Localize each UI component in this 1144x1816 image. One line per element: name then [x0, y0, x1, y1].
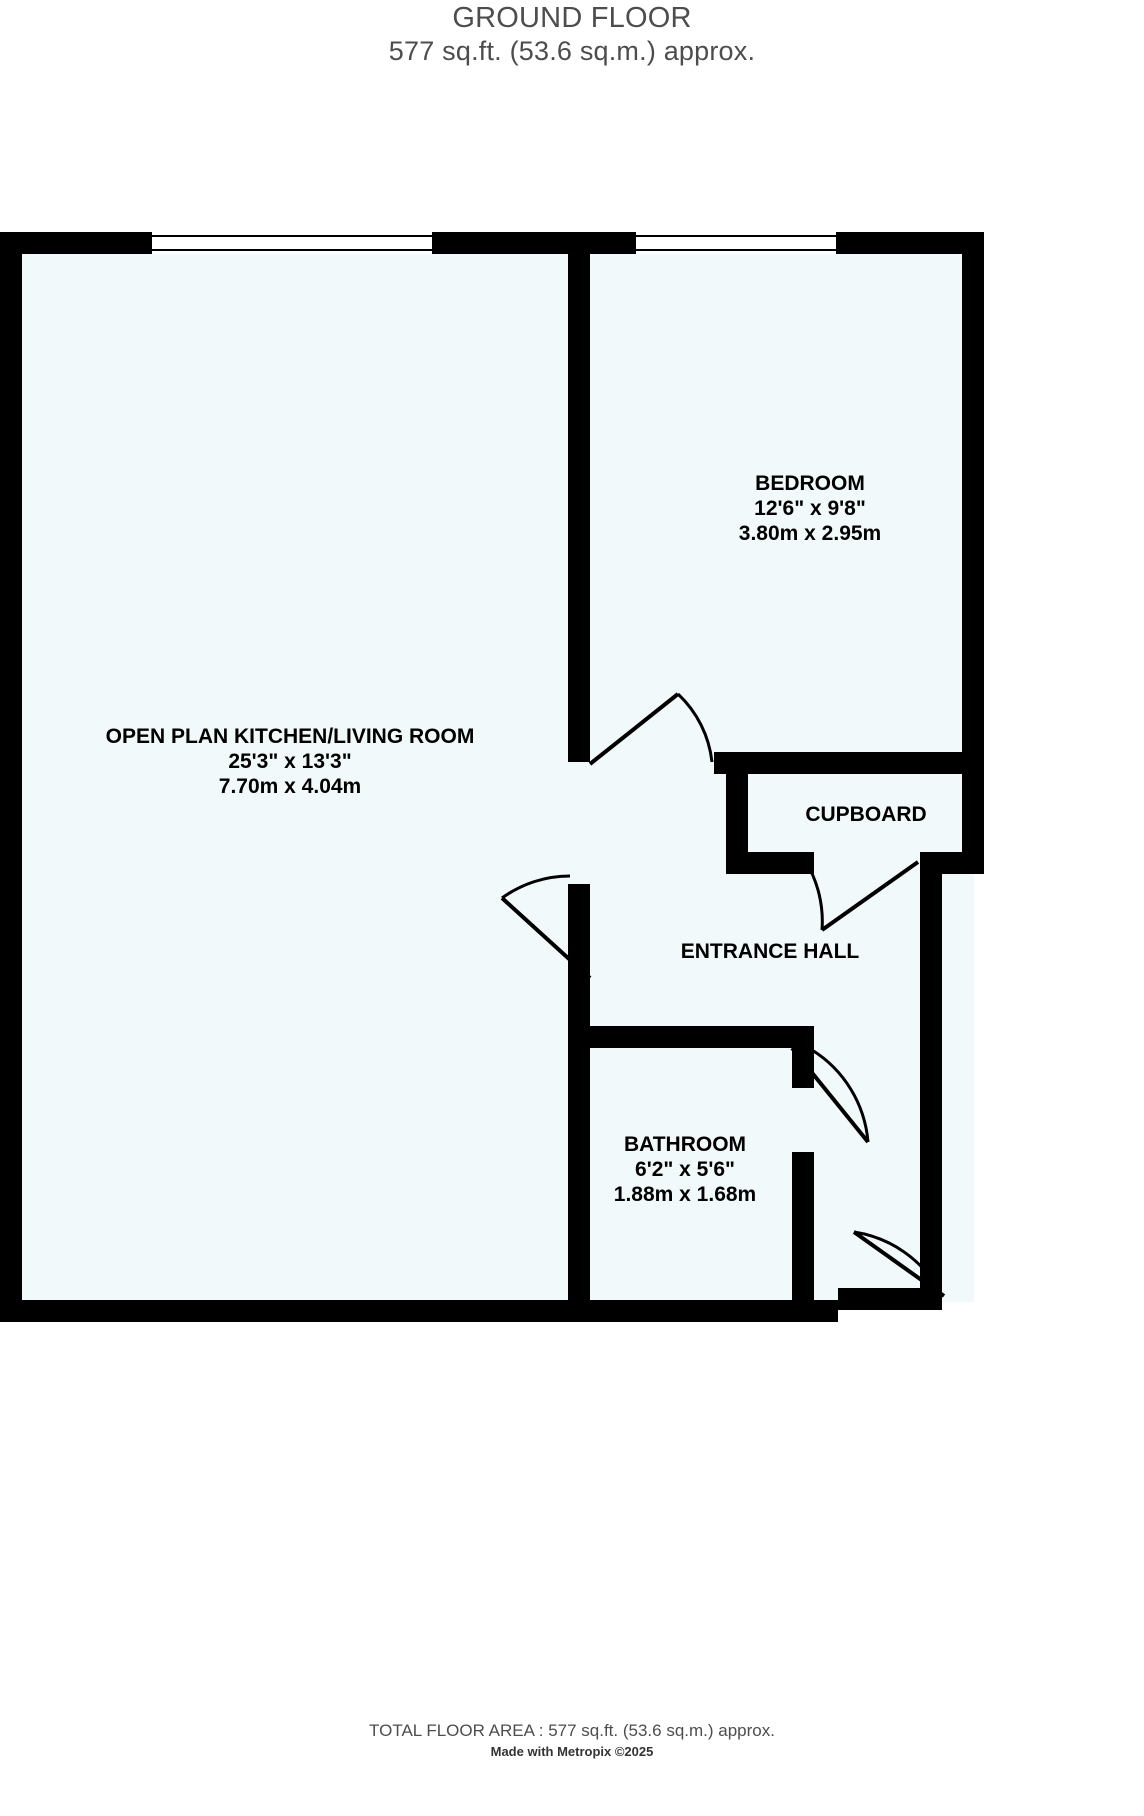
wall-nub-hall-living — [568, 884, 590, 980]
room-name: ENTRANCE HALL — [680, 940, 860, 963]
total-floor-area: TOTAL FLOOR AREA : 577 sq.ft. (53.6 sq.m.) approx. — [369, 1721, 775, 1740]
wall-bathroom-right-upper — [792, 1026, 814, 1088]
room-dim-metric: 3.80m x 2.95m — [738, 522, 882, 545]
wall-exterior-bottom-right — [838, 1288, 942, 1310]
room-name: CUPBOARD — [805, 803, 927, 826]
room-label-cupboard — [710, 802, 1022, 827]
window-living-room — [152, 232, 432, 254]
metropix-credit: Made with Metropix ©2025 — [490, 1744, 654, 1759]
room-dim-imperial: 6'2" x 5'6" — [635, 1158, 735, 1181]
room-name: BATHROOM — [623, 1133, 747, 1156]
wall-cupboard-bottom — [726, 852, 814, 874]
room-name: BEDROOM — [755, 472, 865, 495]
plan-footer — [0, 1720, 1144, 1762]
wall-exterior-bottom-left — [0, 1300, 838, 1322]
room-dim-imperial: 25'3" x 13'3" — [228, 750, 352, 773]
floor-title: GROUND FLOOR — [452, 2, 692, 34]
room-label-open-plan-kitchen-living — [98, 724, 482, 799]
room-label-bedroom — [628, 471, 992, 546]
wall-exterior-top-mid — [428, 232, 640, 254]
room-name: OPEN PLAN KITCHEN/LIVING ROOM — [105, 725, 475, 748]
wall-exterior-left — [0, 232, 22, 1322]
room-label-entrance-hall — [592, 939, 948, 964]
wall-exterior-top-left — [0, 232, 156, 254]
floor-area: 577 sq.ft. (53.6 sq.m.) approx. — [388, 36, 756, 66]
wall-exterior-right — [962, 232, 984, 874]
window-bedroom — [636, 232, 836, 254]
wall-internal-living-bedroom — [568, 244, 590, 762]
wall-exterior-right-bottom — [920, 852, 942, 1304]
room-dim-metric: 1.88m x 1.68m — [613, 1183, 757, 1206]
room-dim-imperial: 12'6" x 9'8" — [754, 497, 866, 520]
room-dim-metric: 7.70m x 4.04m — [218, 775, 362, 798]
wall-bathroom-top — [568, 1026, 814, 1048]
wall-internal-bedroom-bottom — [714, 752, 984, 774]
room-label-bathroom — [538, 1132, 832, 1207]
